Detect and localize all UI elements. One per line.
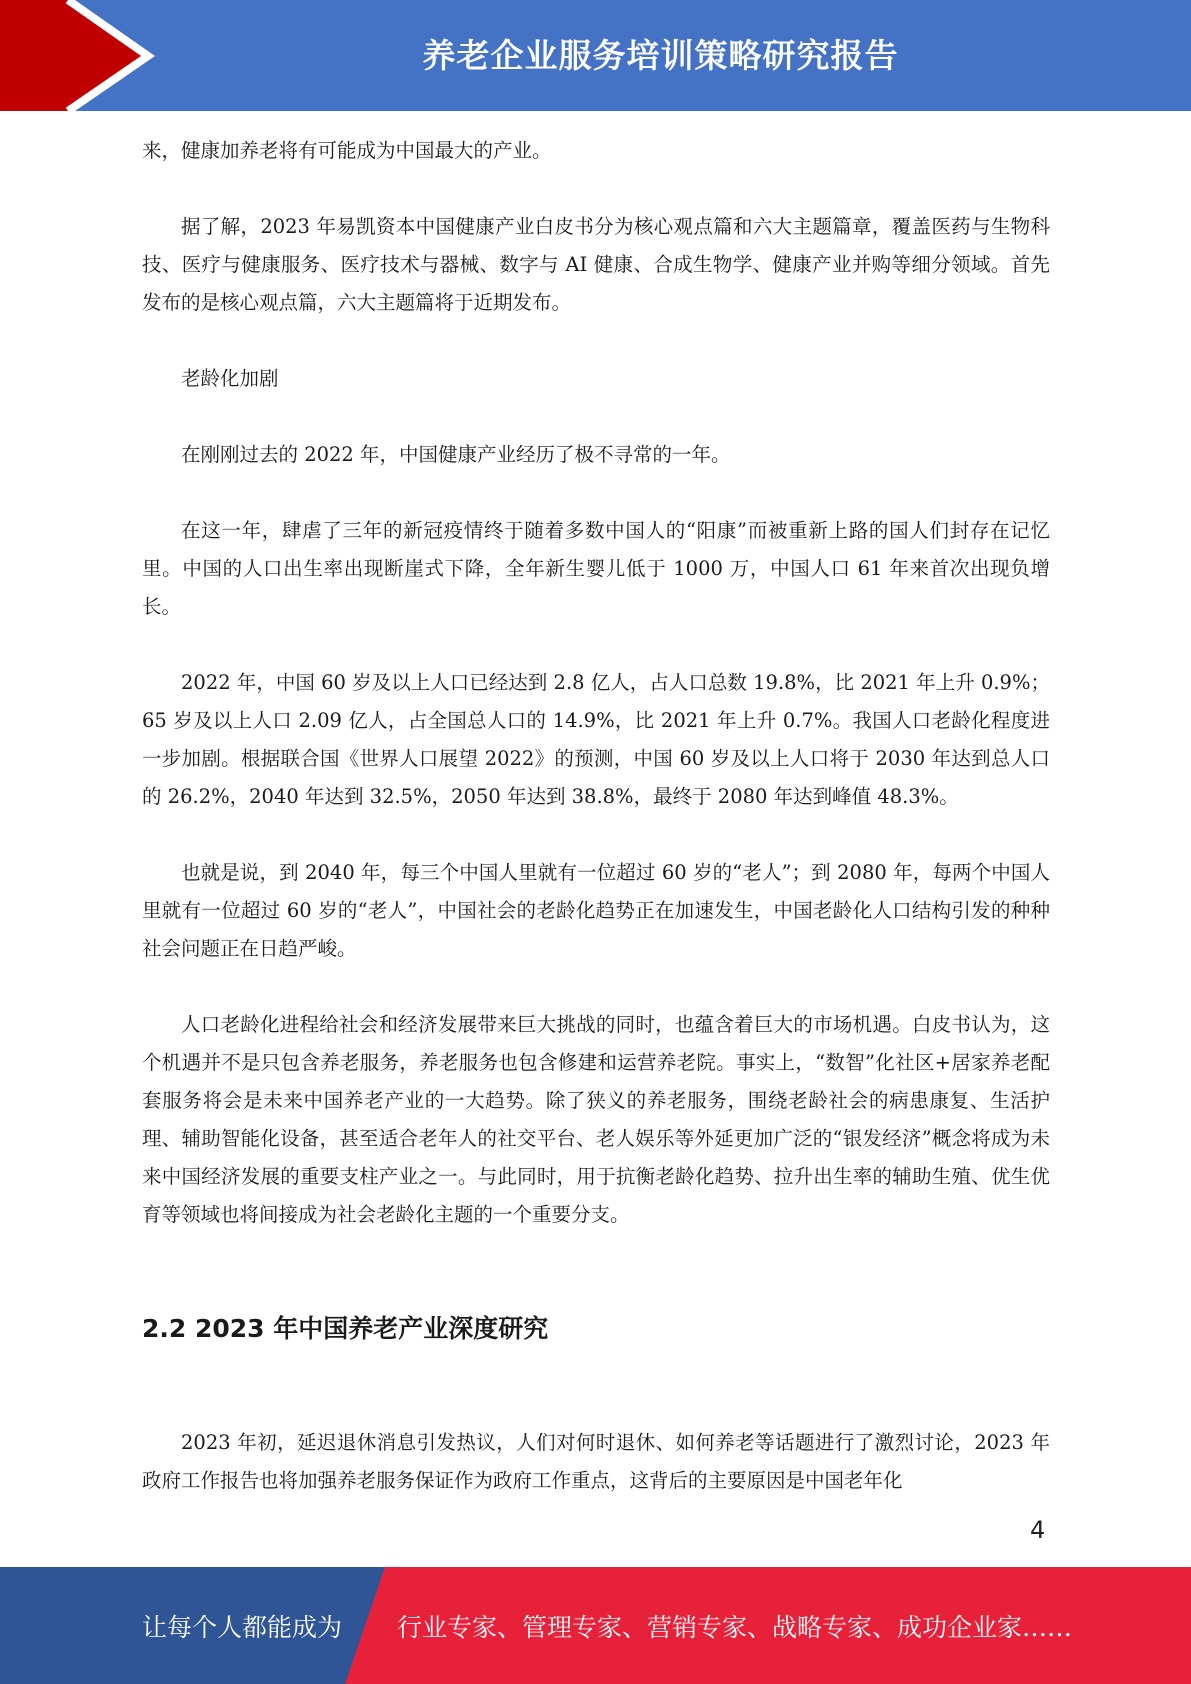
page-header bbox=[0, 0, 1191, 111]
paragraph-statistics: 2022 年，中国 60 岁及以上人口已经达到 2.8 亿人，占人口总数 19.8%，比 2021 年上升 0.9%；65 岁及以上人口 2.09 亿人，占全国总人口的 14.9%，比 2021 年上升 0.7%。我国人口老龄化程度进一步加剧。根据联合国《世界人口展望 2022》的预测，中国 60 岁及以上人口将于 2030 年达到总人口的 26.2%，2040 年达到 32.5%，2050 年达到 38.8%，最终于 2080 年达到峰值 48.3%。 bbox=[142, 671, 1050, 808]
page-number: 4 bbox=[1030, 1516, 1046, 1544]
paragraph-whitepaper: 据了解，2023 年易凯资本中国健康产业白皮书分为核心观点篇和六大主题篇章，覆盖医药与生物科技、医疗与健康服务、医疗技术与器械、数字与 AI 健康、合成生物学、健康产业并购等细分领域。首先发布的是核心观点篇，六大主题篇将于近期发布。 bbox=[142, 215, 1050, 314]
paragraph-opportunity: 人口老龄化进程给社会和经济发展带来巨大挑战的同时，也蕴含着巨大的市场机遇。白皮书认为，这个机遇并不是只包含养老服务，养老服务也包含修建和运营养老院。事实上，“数智”化社区+居家养老配套服务将会是未来中国养老产业的一大趋势。除了狭义的养老服务，围绕老龄社会的病患康复、生活护理、辅助智能化设备，甚至适合老年人的社交平台、老人娱乐等外延更加广泛的“银发经济”概念将成为未来中国经济发展的重要支柱产业之一。与此同时，用于抗衡老龄化趋势、拉升出生率的辅助生殖、优生优育等领域也将间接成为社会老龄化主题的一个重要分支。 bbox=[142, 1013, 1050, 1226]
paragraph-continuation: 来，健康加养老将有可能成为中国最大的产业。 bbox=[142, 139, 552, 162]
footer-slogan-right: 行业专家、管理专家、营销专家、战略专家、成功企业家…… bbox=[397, 1612, 1073, 1642]
footer-slogan-left: 让每个人都能成为 bbox=[142, 1612, 343, 1642]
section-heading: 2.2 2023 年中国养老产业深度研究 bbox=[142, 1314, 549, 1343]
paragraph-retirement: 2023 年初，延迟退休消息引发热议，人们对何时退休、如何养老等话题进行了激烈讨论，2023 年政府工作报告也将加强养老服务保证作为政府工作重点，这背后的主要原因是中国老年化 bbox=[142, 1431, 1050, 1492]
paragraph-forecast: 也就是说，到 2040 年，每三个中国人里就有一位超过 60 岁的“老人”；到 2080 年，每两个中国人里就有一位超过 60 岁的“老人”，中国社会的老龄化趋势正在加速发生，中国老龄化人口结构引发的种种社会问题正在日趋严峻。 bbox=[142, 861, 1050, 960]
subheading-aging: 老龄化加剧 bbox=[181, 367, 279, 390]
report-title: 养老企业服务培训策略研究报告 bbox=[422, 35, 899, 75]
page-footer bbox=[0, 1567, 1191, 1684]
paragraph-2022: 在刚刚过去的 2022 年，中国健康产业经历了极不寻常的一年。 bbox=[181, 443, 731, 466]
main-content bbox=[142, 132, 1050, 1500]
paragraph-covid: 在这一年，肆虐了三年的新冠疫情终于随着多数中国人的“阳康”而被重新上路的国人们封存在记忆里。中国的人口出生率出现断崖式下降，全年新生婴儿低于 1000 万，中国人口 61 年来首次出现负增长。 bbox=[142, 519, 1050, 618]
